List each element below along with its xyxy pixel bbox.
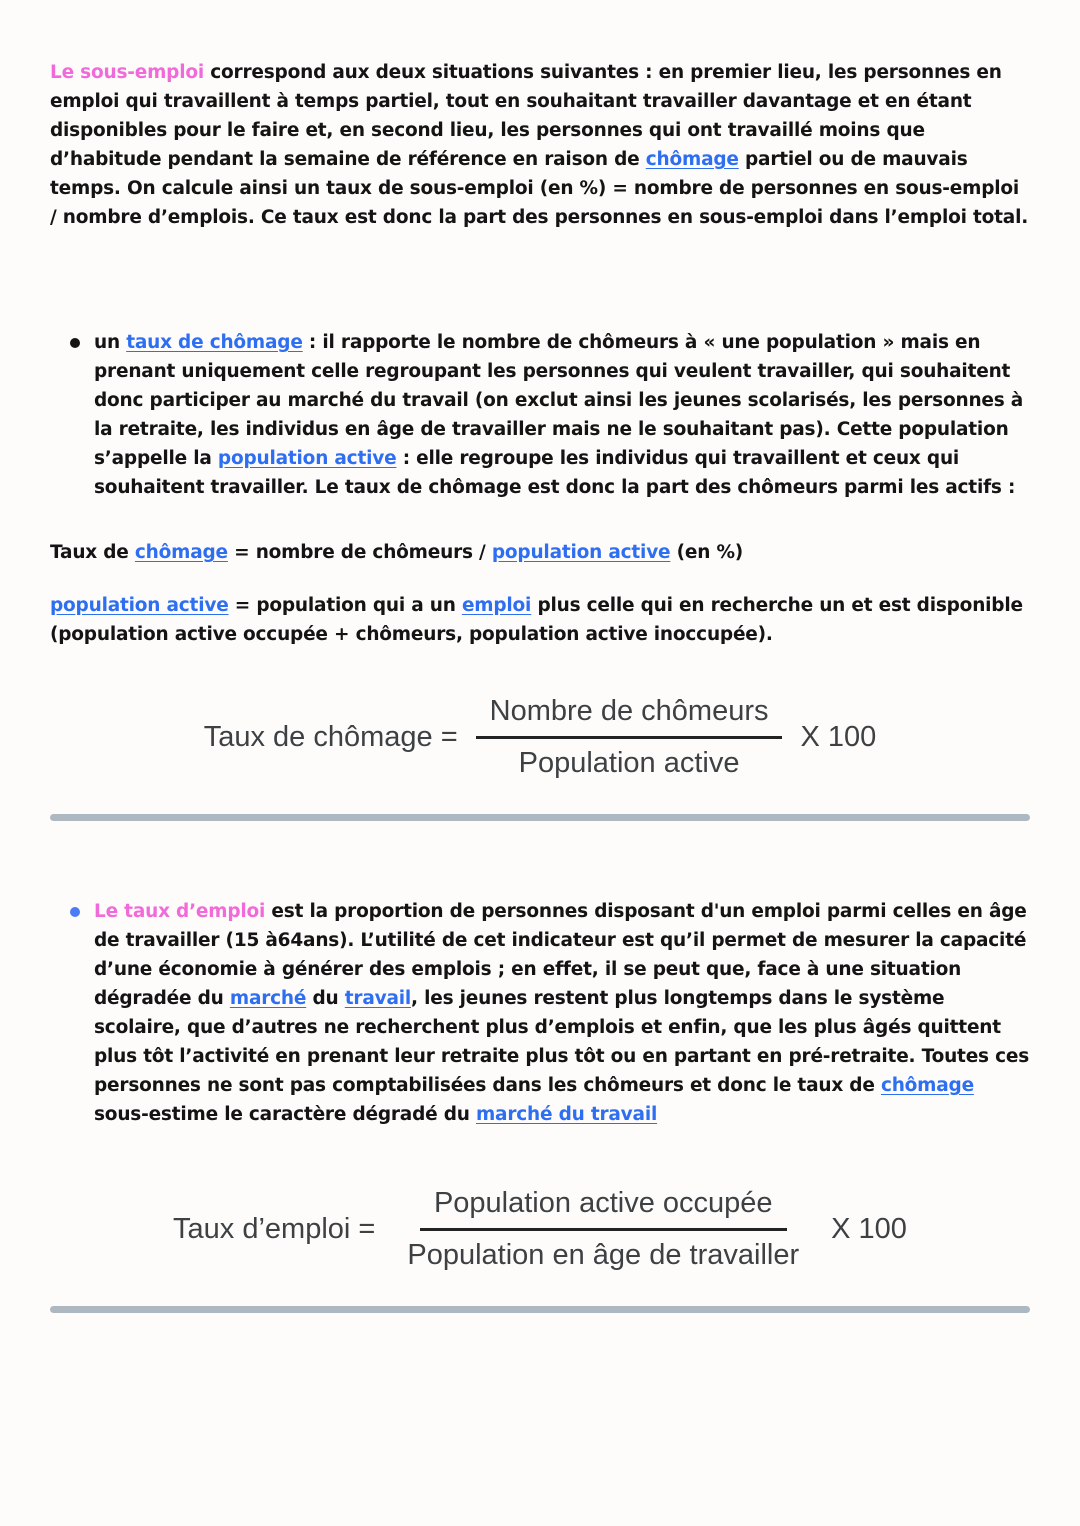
- formula-multiplier: X 100: [800, 721, 877, 753]
- formula-taux-chomage: [50, 695, 1030, 780]
- bullet-taux-emploi: [70, 897, 1030, 1129]
- highlight-term: Le taux d’emploi: [94, 901, 266, 922]
- text-segment: plus celle qui en recherche un et est disponible (population active occupée + chômeurs, population active inoccupée).: [50, 595, 1023, 645]
- formula-lhs: Taux de chômage =: [203, 721, 458, 753]
- fraction: [393, 1187, 813, 1272]
- bullet-taux-emploi-text: [94, 897, 1030, 1129]
- term-link[interactable]: marché du travail: [475, 1104, 658, 1125]
- paragraph-sous-emploi: [50, 58, 1030, 232]
- text-segment: , les jeunes restent plus longtemps dans le système scolaire, que d’autres ne recherchent plus d’emplois et enfin, que les plus âgés quittent plus tôt l’activité en prenant leur retraite plus tôt ou en partant en pré-retraite. Toutes ces personnes ne sont pas comptabilisées dans les chômeurs et donc le taux de: [94, 988, 1030, 1096]
- term-link[interactable]: population active: [50, 595, 229, 616]
- bullet-taux-chomage: [70, 328, 1030, 502]
- text-segment: : il rapporte le nombre de chômeurs à « une population » mais en prenant uniquement celle regroupant les personnes qui veulent travailler, qui souhaitent donc participer au marché du travail (on exclut ainsi les jeunes scolarisés, les personnes à la retraite, les individus en âge de travailler mais ne le souhaitant pas). Cette population s’appelle la: [94, 332, 1024, 469]
- text-segment: : elle regroupe les individus qui travaillent et ceux qui souhaitent travailler. Le taux de chômage est donc la part des chômeurs parmi les actifs :: [94, 448, 1016, 498]
- text-segment: du: [306, 988, 345, 1009]
- formula-numerator: Nombre de chômeurs: [476, 695, 783, 739]
- text-segment: (en %): [670, 542, 744, 563]
- highlight-term: Le sous-emploi: [50, 62, 205, 83]
- section-divider-2: [50, 1306, 1030, 1313]
- term-link[interactable]: chômage: [134, 542, 228, 563]
- section-divider-1: [50, 814, 1030, 821]
- term-link[interactable]: taux de chômage: [126, 332, 303, 353]
- line-population-active-definition: [50, 591, 1030, 649]
- term-link[interactable]: population active: [491, 542, 671, 563]
- definition-list-2: [50, 897, 1030, 1129]
- formula-numerator: Population active occupée: [420, 1187, 787, 1231]
- text-segment: est la proportion de personnes disposant d'un emploi parmi celles en âge de travailler (15 à64ans). L’utilité de cet indicateur est qu’il permet de mesurer la capacité d’une économie à générer des emplois ; en effet, il se peut que, face à une situation dégradée du: [94, 901, 1027, 1009]
- fraction: [476, 695, 783, 780]
- text-segment: un: [94, 332, 127, 353]
- formula-lhs: Taux d’emploi =: [173, 1213, 376, 1245]
- term-link[interactable]: chômage: [880, 1075, 974, 1096]
- text-segment: = nombre de chômeurs /: [227, 542, 492, 563]
- text-segment: Taux de: [50, 542, 135, 563]
- text-segment: = population qui a un: [228, 595, 462, 616]
- bullet-taux-chomage-text: [94, 328, 1030, 502]
- formula-taux-emploi: [50, 1187, 1030, 1272]
- line-taux-de-chomage-definition: [50, 538, 1030, 567]
- formula-multiplier: X 100: [831, 1213, 907, 1245]
- bullet-dot: [70, 338, 80, 348]
- text-segment: correspond aux deux situations suivantes : en premier lieu, les personnes en emploi qui travaillent à temps partiel, tout en souhaitant travailler davantage et en étant disponibles pour le faire et, en second lieu, les personnes qui ont travaillé moins que d’habitude pendant la semaine de référence en raison de: [50, 62, 1002, 170]
- formula-denominator: Population en âge de travailler: [407, 1239, 800, 1271]
- formula-denominator: Population active: [518, 747, 740, 779]
- text-segment: sous-estime le caractère dégradé du: [94, 1104, 476, 1125]
- term-link[interactable]: population active: [217, 448, 397, 469]
- text-segment: partiel ou de mauvais temps. On calcule ainsi un taux de sous-emploi (en %) = nombre de personnes en sous-emploi / nombre d’emplois. Ce taux est donc la part des personnes en sous-emploi dans l’emploi total.: [50, 149, 1029, 228]
- bullet-dot: [70, 907, 80, 917]
- term-link[interactable]: emploi: [461, 595, 532, 616]
- definition-list: [50, 328, 1030, 502]
- term-link[interactable]: marché: [229, 988, 307, 1009]
- term-link[interactable]: travail: [344, 988, 412, 1009]
- term-link[interactable]: chômage: [645, 149, 739, 170]
